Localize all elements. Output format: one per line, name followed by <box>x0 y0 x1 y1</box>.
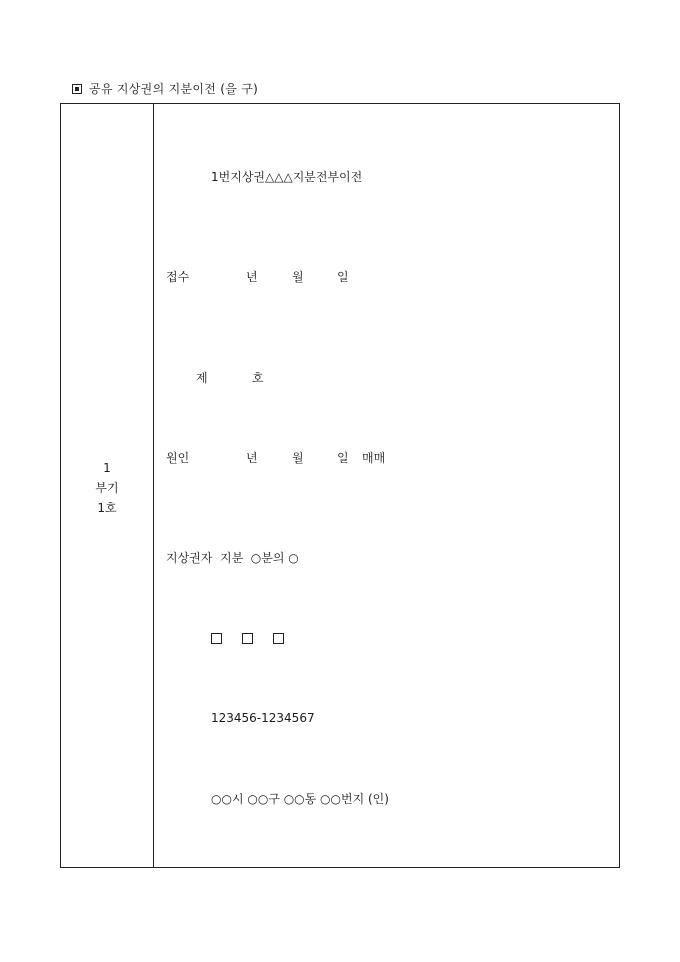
receipt-label: 접수 <box>166 270 190 284</box>
name-placeholder-boxes <box>211 632 304 644</box>
resident-id-number: 123456-1234567 <box>211 711 315 725</box>
entry-title: 1번지상권△△△지분전부이전 <box>211 170 363 184</box>
receipt-day: 일 <box>337 270 349 284</box>
section-title: 공유 지상권의 지분이전 (을 구) <box>89 82 259 96</box>
rank-sub-number: 1호 <box>97 501 117 515</box>
cause-year: 년 <box>246 451 258 465</box>
number-suffix: 호 <box>252 371 264 385</box>
receipt-month: 월 <box>292 270 304 284</box>
cause-label: 원인 <box>166 451 190 465</box>
receipt-year: 년 <box>246 270 258 284</box>
registry-table <box>60 103 620 868</box>
name-box-3 <box>273 633 284 644</box>
rank-number: 1 <box>103 461 111 475</box>
entry-content-cell <box>154 104 619 867</box>
cause-type: 매매 <box>362 451 386 465</box>
rank-number-cell <box>61 104 153 867</box>
section-heading <box>72 80 258 97</box>
holder-share-line: 지상권자 지분 ○분의 ○ <box>166 551 299 565</box>
cause-month: 월 <box>292 451 304 465</box>
holder-address: ○○시 ○○구 ○○동 ○○번지 (인) <box>211 792 389 806</box>
square-bullet-icon <box>72 84 82 94</box>
name-box-2 <box>242 633 253 644</box>
rank-type: 부기 <box>95 481 119 495</box>
cause-day: 일 <box>337 451 349 465</box>
number-prefix: 제 <box>196 371 208 385</box>
name-box-1 <box>211 633 222 644</box>
